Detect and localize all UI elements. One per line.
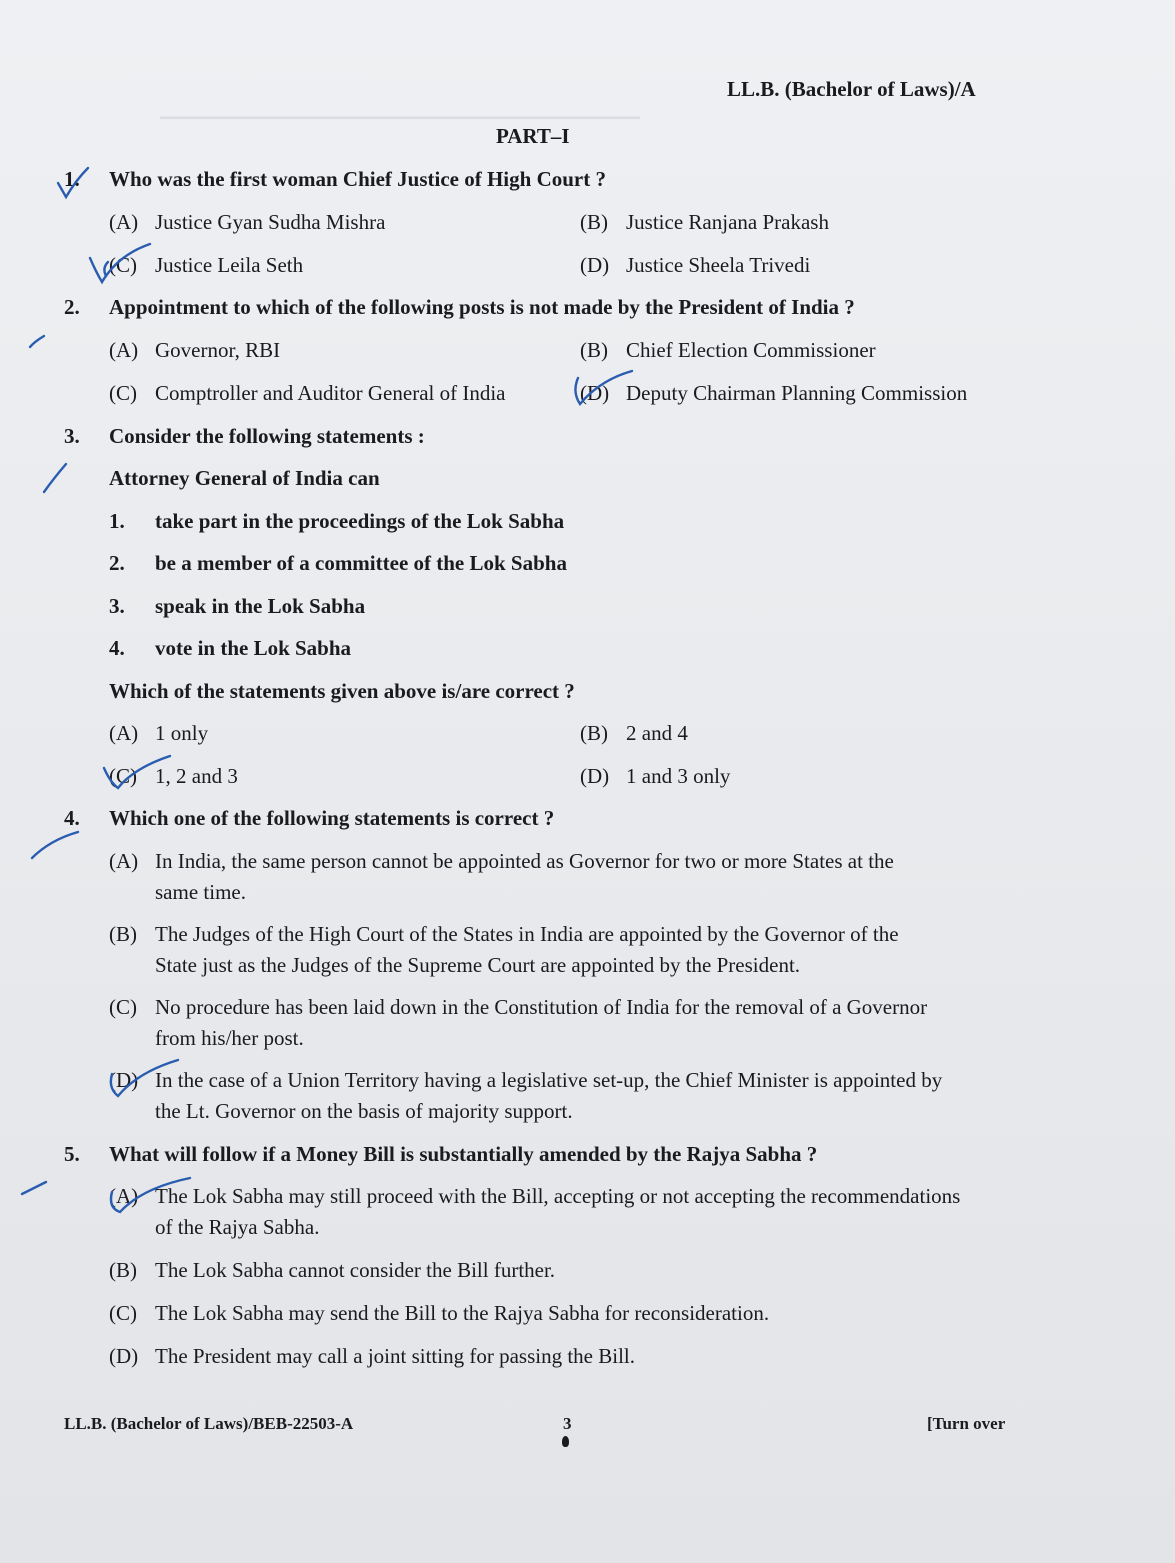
option-text-line1: The Judges of the High Court of the States in India are appointed by the Governor of the <box>155 922 899 946</box>
statement-text: vote in the Lok Sabha <box>155 636 352 660</box>
option-label: (C) <box>109 995 137 1019</box>
option-label: (A) <box>109 1184 139 1208</box>
statement-text: be a member of a committee of the Lok Sabha <box>155 551 567 575</box>
statement-number: 1. <box>109 509 125 533</box>
option-5a[interactable] <box>109 1184 960 1209</box>
option-text: The Lok Sabha cannot consider the Bill further. <box>155 1258 556 1282</box>
option-text: Comptroller and Auditor General of India <box>155 381 506 405</box>
part-heading: PART–I <box>496 124 570 148</box>
statement-2 <box>109 551 567 576</box>
statement-4 <box>109 636 351 661</box>
option-4a-cont: same time. <box>155 880 246 904</box>
option-label: (A) <box>109 721 139 745</box>
option-text: Chief Election Commissioner <box>626 338 876 362</box>
checkmark-icon <box>22 1182 46 1194</box>
option-text-line1: The Lok Sabha may still proceed with the Bill, accepting or not accepting the recommendations <box>155 1184 961 1208</box>
question-text-5: What will follow if a Money Bill is substantially amended by the Rajya Sabha ? <box>109 1142 818 1166</box>
option-text: Justice Gyan Sudha Mishra <box>155 210 386 234</box>
turn-over[interactable]: [Turn over <box>927 1414 1006 1433</box>
option-label: (B) <box>580 338 608 362</box>
option-3d[interactable] <box>580 764 730 789</box>
option-text: Justice Leila Seth <box>155 253 304 277</box>
option-label: (B) <box>580 210 608 234</box>
option-4b-cont: State just as the Judges of the Supreme Court are appointed by the President. <box>155 953 801 977</box>
option-label: (C) <box>109 381 137 405</box>
page-bullet-icon <box>562 1436 569 1447</box>
statement-1 <box>109 509 564 534</box>
option-4d[interactable] <box>109 1068 942 1093</box>
question-number-3: 3. <box>64 424 80 448</box>
option-5c[interactable] <box>109 1301 769 1326</box>
question-prompt-3: Which of the statements given above is/are correct ? <box>109 679 575 703</box>
option-label: (C) <box>109 1301 137 1325</box>
checkmark-icon <box>32 832 78 858</box>
option-1c[interactable] <box>109 253 303 278</box>
option-text: Justice Ranjana Prakash <box>626 210 829 234</box>
option-1b[interactable] <box>580 210 829 235</box>
question-text-3: Consider the following statements : <box>109 424 425 448</box>
option-1a[interactable] <box>109 210 385 235</box>
option-4b[interactable] <box>109 922 899 947</box>
option-text: Governor, RBI <box>155 338 281 362</box>
question-number-1: 1. <box>64 167 80 191</box>
option-2a[interactable] <box>109 338 280 363</box>
option-label: (D) <box>109 1344 139 1368</box>
option-label: (D) <box>580 253 610 277</box>
option-label: (C) <box>109 764 137 788</box>
option-label: (A) <box>109 849 139 873</box>
statement-number: 2. <box>109 551 125 575</box>
option-text: The Lok Sabha may send the Bill to the Rajya Sabha for reconsideration. <box>155 1301 770 1325</box>
question-number-2: 2. <box>64 295 80 319</box>
option-text: Justice Sheela Trivedi <box>626 253 811 277</box>
option-text-line1: No procedure has been laid down in the Constitution of India for the removal of a Governor <box>155 995 928 1019</box>
footer-code: LL.B. (Bachelor of Laws)/BEB-22503-A <box>64 1414 354 1433</box>
option-text: Deputy Chairman Planning Commission <box>626 381 968 405</box>
option-4d-cont: the Lt. Governor on the basis of majority support. <box>155 1099 573 1123</box>
option-5d[interactable] <box>109 1344 635 1369</box>
option-text: 2 and 4 <box>626 721 688 745</box>
statement-3 <box>109 594 365 619</box>
option-label: (C) <box>109 253 137 277</box>
option-text-line1: In India, the same person cannot be appointed as Governor for two or more States at the <box>155 849 894 873</box>
option-3b[interactable] <box>580 721 688 746</box>
question-intro-3: Attorney General of India can <box>109 466 380 490</box>
option-label: (B) <box>580 721 608 745</box>
statement-number: 3. <box>109 594 125 618</box>
statement-text: take part in the proceedings of the Lok Sabha <box>155 509 565 533</box>
option-label: (D) <box>580 381 610 405</box>
question-text-4: Which one of the following statements is correct ? <box>109 806 555 830</box>
bleed-through-texture: ▁▁▁▁▁▁▁▁▁▁▁▁▁▁▁▁▁▁▁▁▁▁▁▁▁▁▁▁▁▁▁▁▁▁▁▁▁▁▁ <box>160 102 640 119</box>
question-text-2: Appointment to which of the following posts is not made by the President of India ? <box>109 295 855 319</box>
option-4c[interactable] <box>109 995 927 1020</box>
option-text: 1 only <box>155 721 209 745</box>
option-4a[interactable] <box>109 849 894 874</box>
option-text: 1 and 3 only <box>626 764 731 788</box>
question-number-5: 5. <box>64 1142 80 1166</box>
option-4c-cont: from his/her post. <box>155 1026 304 1050</box>
checkmark-icon <box>30 336 44 347</box>
question-number-4: 4. <box>64 806 80 830</box>
option-label: (A) <box>109 210 139 234</box>
option-5b[interactable] <box>109 1258 555 1283</box>
option-3a[interactable] <box>109 721 208 746</box>
question-text-1: Who was the first woman Chief Justice of High Court ? <box>109 167 606 191</box>
option-label: (D) <box>109 1068 139 1092</box>
statement-number: 4. <box>109 636 125 660</box>
option-3c[interactable] <box>109 764 238 789</box>
option-text: 1, 2 and 3 <box>155 764 238 788</box>
option-text: The President may call a joint sitting for passing the Bill. <box>155 1344 636 1368</box>
option-5a-cont: of the Rajya Sabha. <box>155 1215 320 1239</box>
option-label: (D) <box>580 764 610 788</box>
option-label: (A) <box>109 338 139 362</box>
circled-answer-mark-icon <box>104 262 108 276</box>
option-2b[interactable] <box>580 338 876 363</box>
option-1d[interactable] <box>580 253 810 278</box>
statement-text: speak in the Lok Sabha <box>155 594 366 618</box>
option-text-line1: In the case of a Union Territory having a legislative set-up, the Chief Minister is appointed by <box>155 1068 943 1092</box>
exam-title: LL.B. (Bachelor of Laws)/A <box>727 77 976 101</box>
option-label: (B) <box>109 922 137 946</box>
option-2d[interactable] <box>580 381 967 406</box>
option-2c[interactable] <box>109 381 506 406</box>
option-label: (B) <box>109 1258 137 1282</box>
checkmark-icon <box>44 464 66 492</box>
page-number: 3 <box>563 1414 572 1433</box>
